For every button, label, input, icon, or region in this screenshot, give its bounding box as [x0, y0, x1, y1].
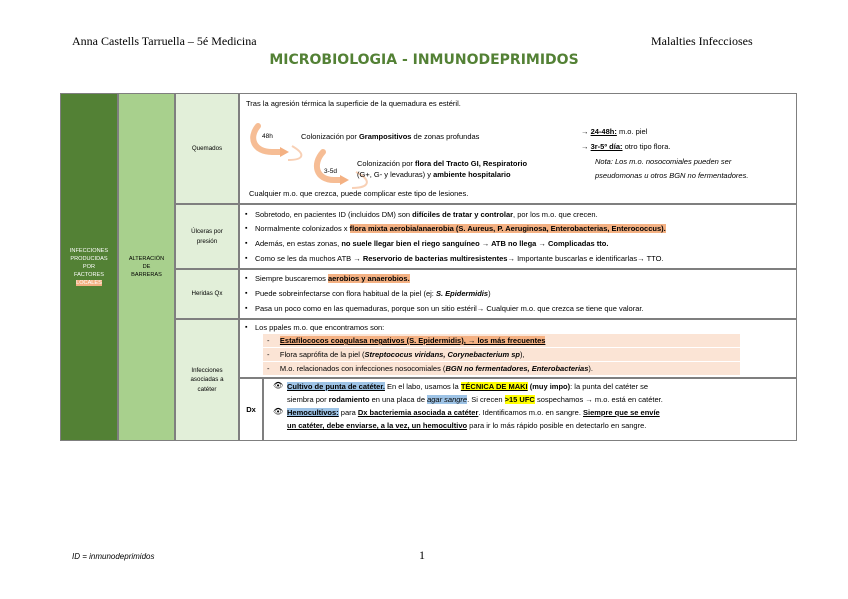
quemados-note-1: Nota: Los m.o. nosocomiales pueden ser — [595, 157, 732, 166]
dx-line: Hemocultivos: para Dx bacteriemia asociada a catéter. Identificamos m.o. en sangre. Siempre que se envíe — [287, 408, 660, 417]
page-title: MICROBIOLOGIA - INMUNODEPRIMIDOS — [269, 52, 579, 68]
category-cell — [60, 93, 118, 441]
time-48h: 48h — [262, 133, 273, 140]
mechanism-line: ALTERACIÓN — [128, 256, 165, 262]
quemados-content — [239, 93, 797, 204]
category-line: PRODUCIDAS — [70, 256, 108, 262]
header-right: Malalties Infeccioses — [651, 34, 753, 48]
mechanism-line: BARRERAS — [131, 272, 162, 278]
ulceras-content — [239, 204, 797, 269]
row-label-cateter — [175, 319, 239, 441]
time-3-5d: 3-5d — [324, 168, 338, 175]
ulceras-bullet: ▪ Normalmente colonizados x flora mixta aerobia/anaerobia (S. Aureus, P. Aeruginosa, Enterobacterias, Enterococcus). — [255, 224, 666, 234]
quemados-step2-cont: (G+, G- y levaduras) y ambiente hospitalario — [357, 170, 511, 179]
quemados-closing: Cualquier m.o. que crezca, puede complicar este tipo de lesiones. — [249, 189, 469, 198]
category-line: POR — [82, 264, 96, 270]
row-label-quemados — [175, 93, 239, 204]
cateter-dash: - Estafilococos coagulasa negativos (S. Epidermidis), → los más frecuentes — [267, 336, 546, 345]
heridas-bullet: ▪ Siempre buscaremos aerobios y anaerobios. — [255, 274, 410, 284]
eye-icon: 👁 — [273, 407, 284, 416]
cateter-dash: - Flora saprófita de la piel (Streptococus viridans, Corynebacterium sp), — [267, 350, 525, 359]
dx-line: un catéter, debe enviarse, a la vez, un hemocultivo para ir lo más rápido posible en detectarlo en sangre. — [287, 421, 647, 430]
row-label-text: asociadas a — [190, 376, 224, 384]
heridas-content — [239, 269, 797, 319]
row-label-text: Quemados — [191, 144, 223, 152]
dx-line: siembra por rodamiento en una placa de agar sangre. Si crecen >15 UFC sospechamos → m.o. está en catéter. — [287, 395, 663, 404]
cateter-intro: ▪ Los ppales m.o. que encontramos son: — [255, 323, 384, 333]
row-label-text: Heridas Qx — [191, 290, 223, 298]
cateter-dash: - M.o. relacionados con infecciones nosocomiales (BGN no fermentadores, Enterobacterias). — [267, 364, 593, 373]
quemados-intro: Tras la agresión térmica la superficie de la quemadura es estéril. — [246, 99, 461, 108]
quemados-step1: Colonización por Grampositivos de zonas profundas — [301, 132, 480, 141]
row-label-text: Infecciones — [191, 366, 223, 374]
arrow-head-icon — [280, 147, 289, 157]
content-table — [60, 93, 797, 441]
quemados-note-2: pseudomonas u otros BGN no fermentadores. — [595, 171, 749, 180]
ulceras-bullet: ▪ Además, en estas zonas, no suele llegar bien el riego sanguíneo → ATB no llega → Complicadas tto. — [255, 239, 608, 249]
header-left: Anna Castells Tarruella – 5é Medicina — [72, 34, 257, 48]
mechanism-cell — [118, 93, 175, 441]
arrow-head-icon — [340, 175, 349, 185]
colonization-arrows — [240, 94, 570, 204]
quemados-right-2: → 3r-5º día: otro tipo flora. — [581, 142, 671, 151]
heridas-bullet: ▪ Puede sobreinfectarse con flora habitual de la piel (ej: S. Epidermidis) — [255, 289, 491, 299]
cateter-content — [239, 319, 797, 378]
quemados-right-1: → 24-48h: m.o. piel — [581, 127, 648, 136]
dx-label: Dx — [239, 378, 263, 441]
category-line-highlight: LOCALES — [76, 280, 102, 286]
eye-icon: 👁 — [273, 381, 284, 390]
row-label-text: Úlceras por — [191, 228, 223, 235]
row-label-heridas — [175, 269, 239, 319]
row-label-text: catéter — [197, 385, 217, 393]
category-line: INFECCIONES — [69, 248, 109, 254]
ulceras-bullet: ▪ Sobretodo, en pacientes ID (incluidos DM) son difíciles de tratar y controlar, por los m.o. que crecen. — [255, 210, 598, 220]
footer-note: ID = inmunodeprimidos — [72, 552, 155, 561]
page-number: 1 — [419, 548, 425, 562]
category-line: FACTORES — [73, 272, 105, 278]
ulceras-bullet: ▪ Como se les da muchos ATB → Reservorio de bacterias multiresistentes→ Importante buscarlas e identificarlas→ TTO. — [255, 254, 664, 264]
mechanism-line: DE — [142, 264, 151, 270]
row-label-ulceras — [175, 204, 239, 269]
dx-line: Cultivo de punta de catéter. En el labo, usamos la TÉCNICA DE MAKI (muy impo): la punta del catéter se — [287, 382, 649, 391]
row-label-text: presión — [196, 237, 218, 245]
dx-content — [263, 378, 797, 441]
heridas-bullet: ▪ Pasa un poco como en las quemaduras, porque son un sitio estéril→ Cualquier m.o. que crezca se tiene que valorar. — [255, 304, 644, 314]
quemados-step2: Colonización por flora del Tracto GI, Respiratorio — [357, 159, 528, 168]
